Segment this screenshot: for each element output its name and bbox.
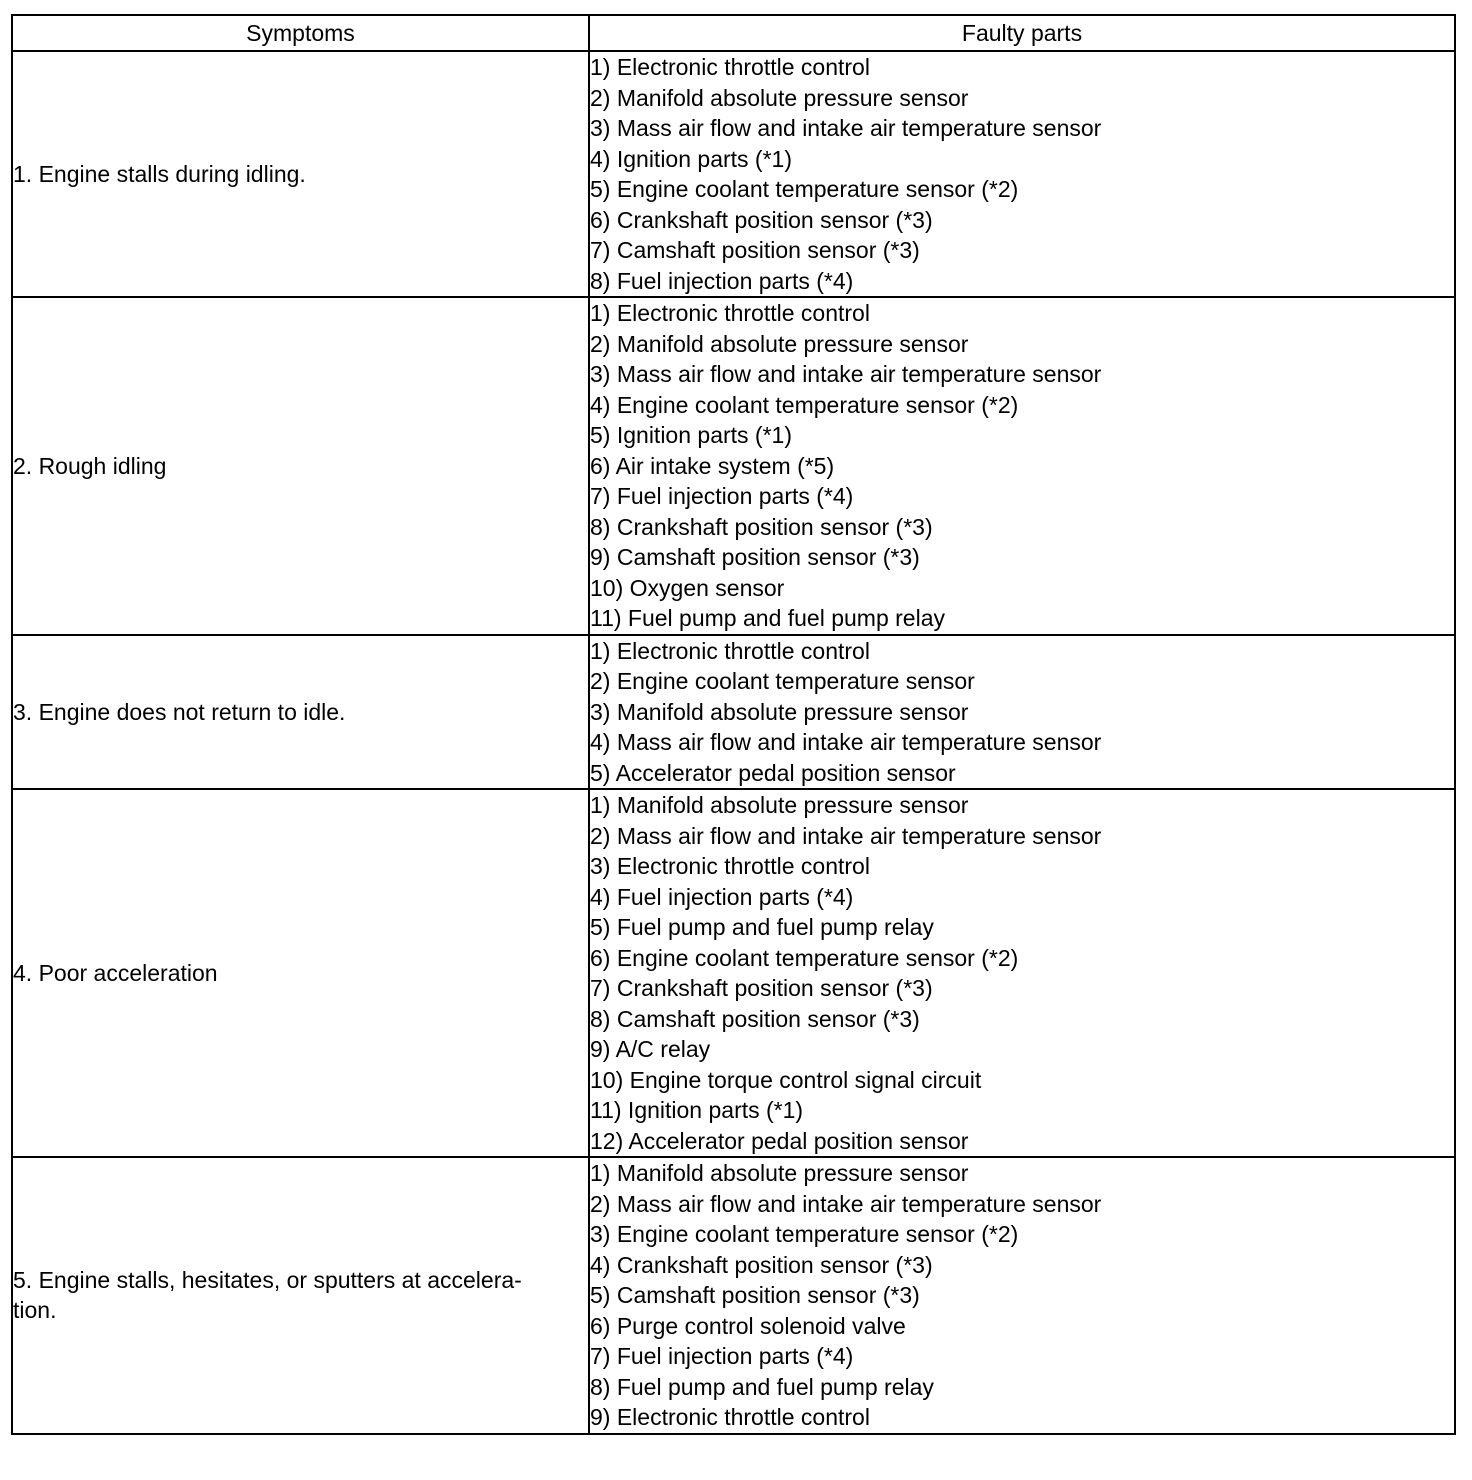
list-item: 7) Crankshaft position sensor (*3) — [590, 975, 933, 1001]
list-item: 9) A/C relay — [590, 1036, 711, 1062]
symptom-line: tion. — [13, 1297, 57, 1324]
list-item: 10) Engine torque control signal circuit — [590, 1066, 982, 1093]
list-item: 8) Camshaft position sensor (*3) — [590, 1005, 920, 1032]
list-item: 7) Camshaft position sensor (*3) — [590, 237, 920, 263]
faulty-parts-cell — [589, 51, 1455, 297]
symptom-cell — [12, 1157, 589, 1434]
symptom-cell: 3. Engine does not return to idle. — [12, 635, 589, 790]
list-item: 1) Manifold absolute pressure sensor — [590, 1160, 969, 1186]
list-item: 12) Accelerator pedal position sensor — [590, 1127, 969, 1154]
list-item: 2) Manifold absolute pressure sensor — [590, 84, 969, 111]
list-item: 4) Fuel injection parts (*4) — [590, 883, 854, 910]
symptom-cell: 4. Poor acceleration — [12, 789, 589, 1157]
list-item: 2) Mass air flow and intake air temperature sensor — [590, 1190, 1102, 1217]
list-item: 2) Mass air flow and intake air temperature sensor — [590, 822, 1102, 849]
faulty-parts-cell — [589, 297, 1455, 635]
list-item: 8) Crankshaft position sensor (*3) — [590, 513, 933, 540]
symptom-cell: 1. Engine stalls during idling. — [12, 51, 589, 297]
list-item: 1) Electronic throttle control — [590, 637, 870, 664]
list-item: 7) Fuel injection parts (*4) — [590, 1343, 854, 1369]
list-item: 2) Manifold absolute pressure sensor — [590, 330, 969, 357]
list-item: 9) Camshaft position sensor (*3) — [590, 544, 920, 570]
list-item: 3) Mass air flow and intake air temperature sensor — [590, 115, 1102, 141]
list-item: 4) Ignition parts (*1) — [590, 145, 792, 172]
list-item: 6) Engine coolant temperature sensor (*2) — [590, 944, 1019, 971]
table-row — [12, 789, 1455, 1157]
faulty-parts-cell — [589, 789, 1455, 1157]
list-item: 5) Camshaft position sensor (*3) — [590, 1282, 920, 1308]
list-item: 5) Engine coolant temperature sensor (*2) — [590, 176, 1019, 202]
table-row — [12, 51, 1455, 297]
list-item: 2) Engine coolant temperature sensor — [590, 668, 975, 694]
list-item: 8) Fuel pump and fuel pump relay — [590, 1373, 934, 1400]
table-row — [12, 297, 1455, 635]
list-item: 3) Mass air flow and intake air temperature sensor — [590, 361, 1102, 387]
list-item: 5) Ignition parts (*1) — [590, 422, 792, 448]
list-item: 3) Manifold absolute pressure sensor — [590, 698, 969, 725]
symptom-cell: 2. Rough idling — [12, 297, 589, 635]
list-item: 4) Crankshaft position sensor (*3) — [590, 1251, 933, 1278]
list-item: 5) Fuel pump and fuel pump relay — [590, 914, 934, 940]
list-item: 6) Purge control solenoid valve — [590, 1312, 906, 1339]
header-faulty-parts: Faulty parts — [589, 15, 1455, 51]
table-row — [12, 1157, 1455, 1434]
list-item: 9) Electronic throttle control — [590, 1404, 870, 1430]
list-item: 8) Fuel injection parts (*4) — [590, 267, 854, 294]
list-item: 6) Air intake system (*5) — [590, 452, 835, 479]
header-symptoms: Symptoms — [12, 15, 589, 51]
faulty-parts-cell — [589, 1157, 1455, 1434]
list-item: 11) Fuel pump and fuel pump relay — [590, 605, 945, 631]
table-row — [12, 635, 1455, 790]
list-item: 3) Electronic throttle control — [590, 853, 870, 879]
list-item: 10) Oxygen sensor — [590, 574, 785, 601]
list-item: 1) Manifold absolute pressure sensor — [590, 792, 969, 818]
list-item: 3) Engine coolant temperature sensor (*2) — [590, 1221, 1019, 1247]
faulty-parts-cell — [589, 635, 1455, 790]
symptom-parts-table — [11, 14, 1456, 1435]
list-item: 1) Electronic throttle control — [590, 300, 870, 326]
list-item: 11) Ignition parts (*1) — [590, 1097, 804, 1123]
list-item: 1) Electronic throttle control — [590, 54, 870, 80]
list-item: 6) Crankshaft position sensor (*3) — [590, 206, 933, 233]
symptom-line: 5. Engine stalls, hesitates, or sputters at accelera- — [13, 1266, 522, 1293]
list-item: 4) Mass air flow and intake air temperature sensor — [590, 729, 1102, 755]
table-header-row — [12, 15, 1455, 51]
list-item: 5) Accelerator pedal position sensor — [590, 759, 956, 786]
list-item: 7) Fuel injection parts (*4) — [590, 483, 854, 509]
list-item: 4) Engine coolant temperature sensor (*2) — [590, 391, 1019, 418]
